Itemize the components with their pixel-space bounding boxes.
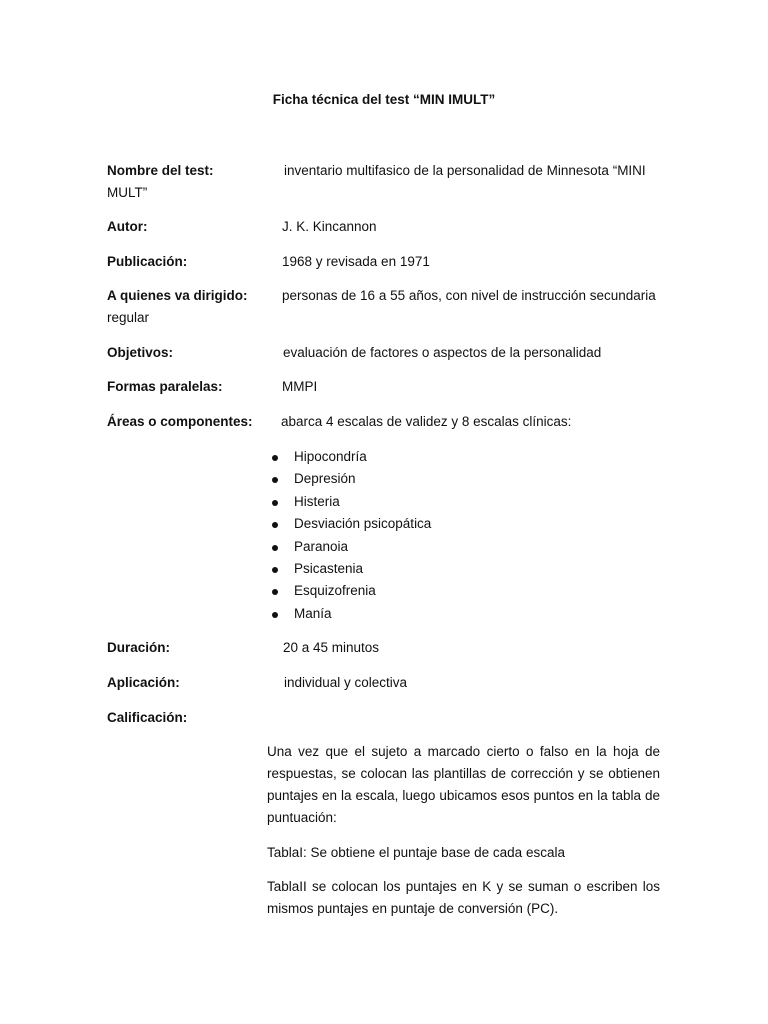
field-areas-o-componentes <box>107 411 667 433</box>
field-label: Calificación: <box>107 710 188 725</box>
list-item <box>271 603 431 625</box>
field-label: Áreas o componentes: <box>107 414 253 429</box>
scale-name: Esquizofrenia <box>294 583 376 599</box>
field-label: Aplicación: <box>107 675 180 690</box>
field-label: Objetivos: <box>107 345 174 360</box>
field-value: abarca 4 escalas de validez y 8 escalas clínicas: <box>281 414 572 429</box>
bullet-icon <box>272 545 278 551</box>
paragraph-scoring-procedure: Una vez que el sujeto a marcado cierto o falso en la hoja de respuestas, se colocan las plantillas de corrección y se obtienen puntajes en la escala, luego ubicamos esos puntos en la tabla de puntuación: <box>267 744 660 825</box>
field-value: MMPI <box>282 379 318 394</box>
field-label: Nombre del test: <box>107 163 214 178</box>
scale-name: Depresión <box>294 471 356 487</box>
field-duracion <box>107 637 667 659</box>
field-nombre-del-test <box>107 160 667 200</box>
field-value: inventario multifasico de la personalidad de Minnesota “MINI <box>284 163 646 178</box>
list-item <box>271 558 431 580</box>
scale-name: Histeria <box>294 493 340 509</box>
field-value: individual y colectiva <box>284 675 408 690</box>
bullet-icon <box>272 455 278 461</box>
field-label: Publicación: <box>107 254 188 269</box>
field-label: Autor: <box>107 219 148 234</box>
field-calificacion <box>107 707 667 729</box>
paragraph-tabla-i: TablaI: Se obtiene el puntaje base de cada escala <box>267 845 565 860</box>
field-value: personas de 16 a 55 años, con nivel de instrucción secundaria <box>282 288 656 303</box>
paragraph-tabla-ii: TablaII se colocan los puntajes en K y se suman o escriben los mismos puntajes en puntaje de conversión (PC). <box>267 879 660 916</box>
field-formas-paralelas <box>107 376 667 398</box>
field-label: A quienes va dirigido: <box>107 288 248 303</box>
field-label: Duración: <box>107 640 171 655</box>
bullet-icon <box>272 612 278 618</box>
bullet-icon <box>272 522 278 528</box>
field-value: 20 a 45 minutos <box>283 640 380 655</box>
scale-name: Psicastenia <box>294 560 364 576</box>
bullet-icon <box>272 477 278 483</box>
list-item <box>271 468 431 490</box>
field-label: Formas paralelas: <box>107 379 223 394</box>
list-item <box>271 446 431 468</box>
field-value: J. K. Kincannon <box>282 219 377 234</box>
bullet-icon <box>272 567 278 573</box>
list-item <box>271 491 431 513</box>
scale-name: Desviación psicopática <box>294 516 432 532</box>
field-value: evaluación de factores o aspectos de la personalidad <box>283 345 602 360</box>
bullet-icon <box>272 500 278 506</box>
field-autor <box>107 216 667 238</box>
document-title: Ficha técnica del test “MIN IMULT” <box>272 92 496 107</box>
field-value-continuation: MULT” <box>107 185 148 200</box>
field-a-quienes-va-dirigido <box>107 285 667 325</box>
scale-name: Paranoia <box>294 538 349 554</box>
bullet-icon <box>272 589 278 595</box>
field-value-continuation: regular <box>107 310 150 325</box>
field-aplicacion <box>107 672 667 694</box>
list-item <box>271 580 431 602</box>
field-publicacion <box>107 251 667 273</box>
field-value: 1968 y revisada en 1971 <box>282 254 430 269</box>
scales-list <box>271 446 431 625</box>
scale-name: Manía <box>294 605 332 621</box>
list-item <box>271 536 431 558</box>
scale-name: Hipocondría <box>294 449 367 464</box>
field-objetivos <box>107 342 667 364</box>
list-item <box>271 513 431 535</box>
